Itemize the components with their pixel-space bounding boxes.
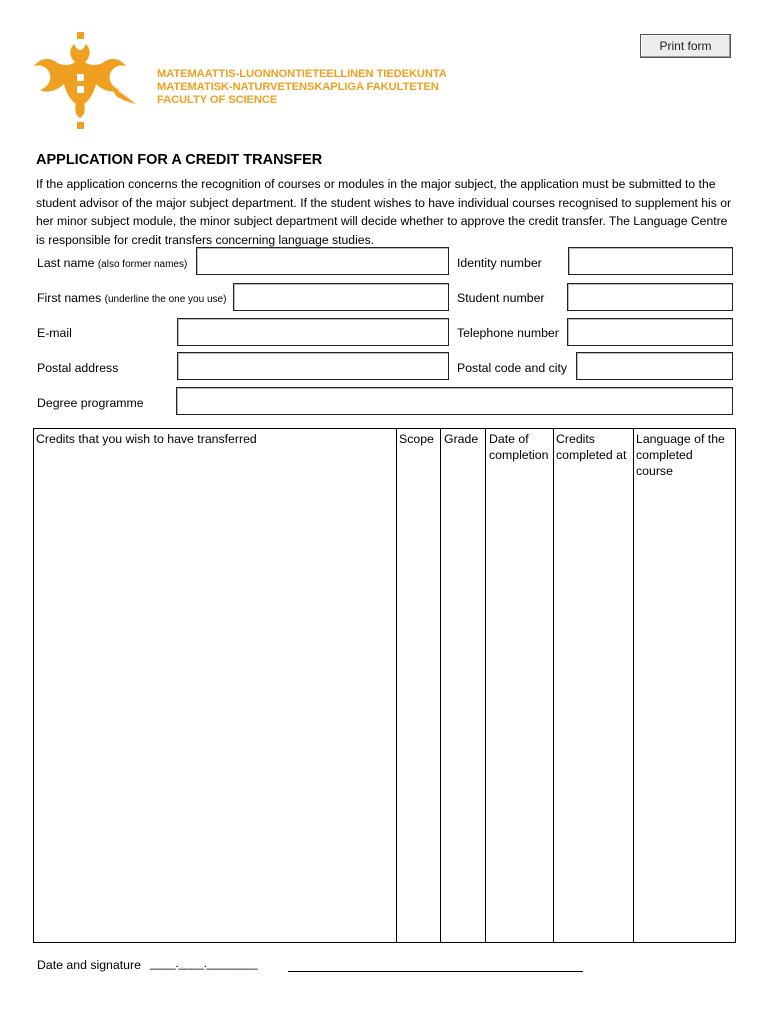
print-form-button[interactable]: Print form <box>640 34 731 58</box>
last-name-field[interactable] <box>196 247 449 275</box>
grade-column-header: Grade <box>444 432 479 446</box>
credits-entry-area[interactable] <box>35 481 734 941</box>
scope-column-header: Scope <box>399 432 434 446</box>
degree-programme-field[interactable] <box>176 387 733 415</box>
credits-column-header: Credits that you wish to have transferred <box>36 432 257 446</box>
degree-programme-label: Degree programme <box>37 396 144 410</box>
identity-number-field[interactable] <box>568 247 733 275</box>
form-title: APPLICATION FOR A CREDIT TRANSFER <box>36 152 323 168</box>
email-field[interactable] <box>177 318 449 346</box>
postal-address-field[interactable] <box>177 352 449 380</box>
student-number-field[interactable] <box>567 283 733 311</box>
student-number-label: Student number <box>457 291 545 305</box>
date-blank[interactable]: ____.____.________ <box>150 956 258 970</box>
completed-at-column-header: Credits completed at <box>556 432 627 462</box>
form-instructions: If the application concerns the recognition of courses or modules in the major subject, the application must be submitted to the student advisor of the major subject department. If the student wishes to have individual courses recognised to supplement his or her minor subject module, the minor subject department will decide whether to approve the credit transfer. The Language Centre is responsible for credit transfers concerning language studies. <box>36 177 732 247</box>
first-names-field[interactable] <box>233 283 449 311</box>
credits-table <box>33 428 736 943</box>
first-names-label: First names (underline the one you use) <box>37 291 227 305</box>
identity-number-label: Identity number <box>457 256 542 270</box>
university-flame-logo <box>30 30 140 134</box>
last-name-label: Last name (also former names) <box>37 256 188 270</box>
date-column-header: Date of completion <box>489 432 549 462</box>
faculty-name-finnish: MATEMAATTIS-LUONNONTIETEELLINEN TIEDEKUNTA <box>157 68 447 80</box>
faculty-name-english: FACULTY OF SCIENCE <box>157 94 278 106</box>
signature-line[interactable] <box>288 971 583 972</box>
postal-address-label: Postal address <box>37 361 119 375</box>
postal-code-city-field[interactable] <box>576 352 733 380</box>
date-signature-label: Date and signature <box>37 958 141 972</box>
faculty-name-swedish: MATEMATISK-NATURVETENSKAPLIGA FAKULTETEN <box>157 81 439 93</box>
language-column-header: Language of the completed course <box>636 432 725 478</box>
telephone-label: Telephone number <box>457 326 559 340</box>
email-label: E-mail <box>37 326 72 340</box>
postal-code-city-label: Postal code and city <box>457 361 568 375</box>
telephone-field[interactable] <box>567 318 733 346</box>
